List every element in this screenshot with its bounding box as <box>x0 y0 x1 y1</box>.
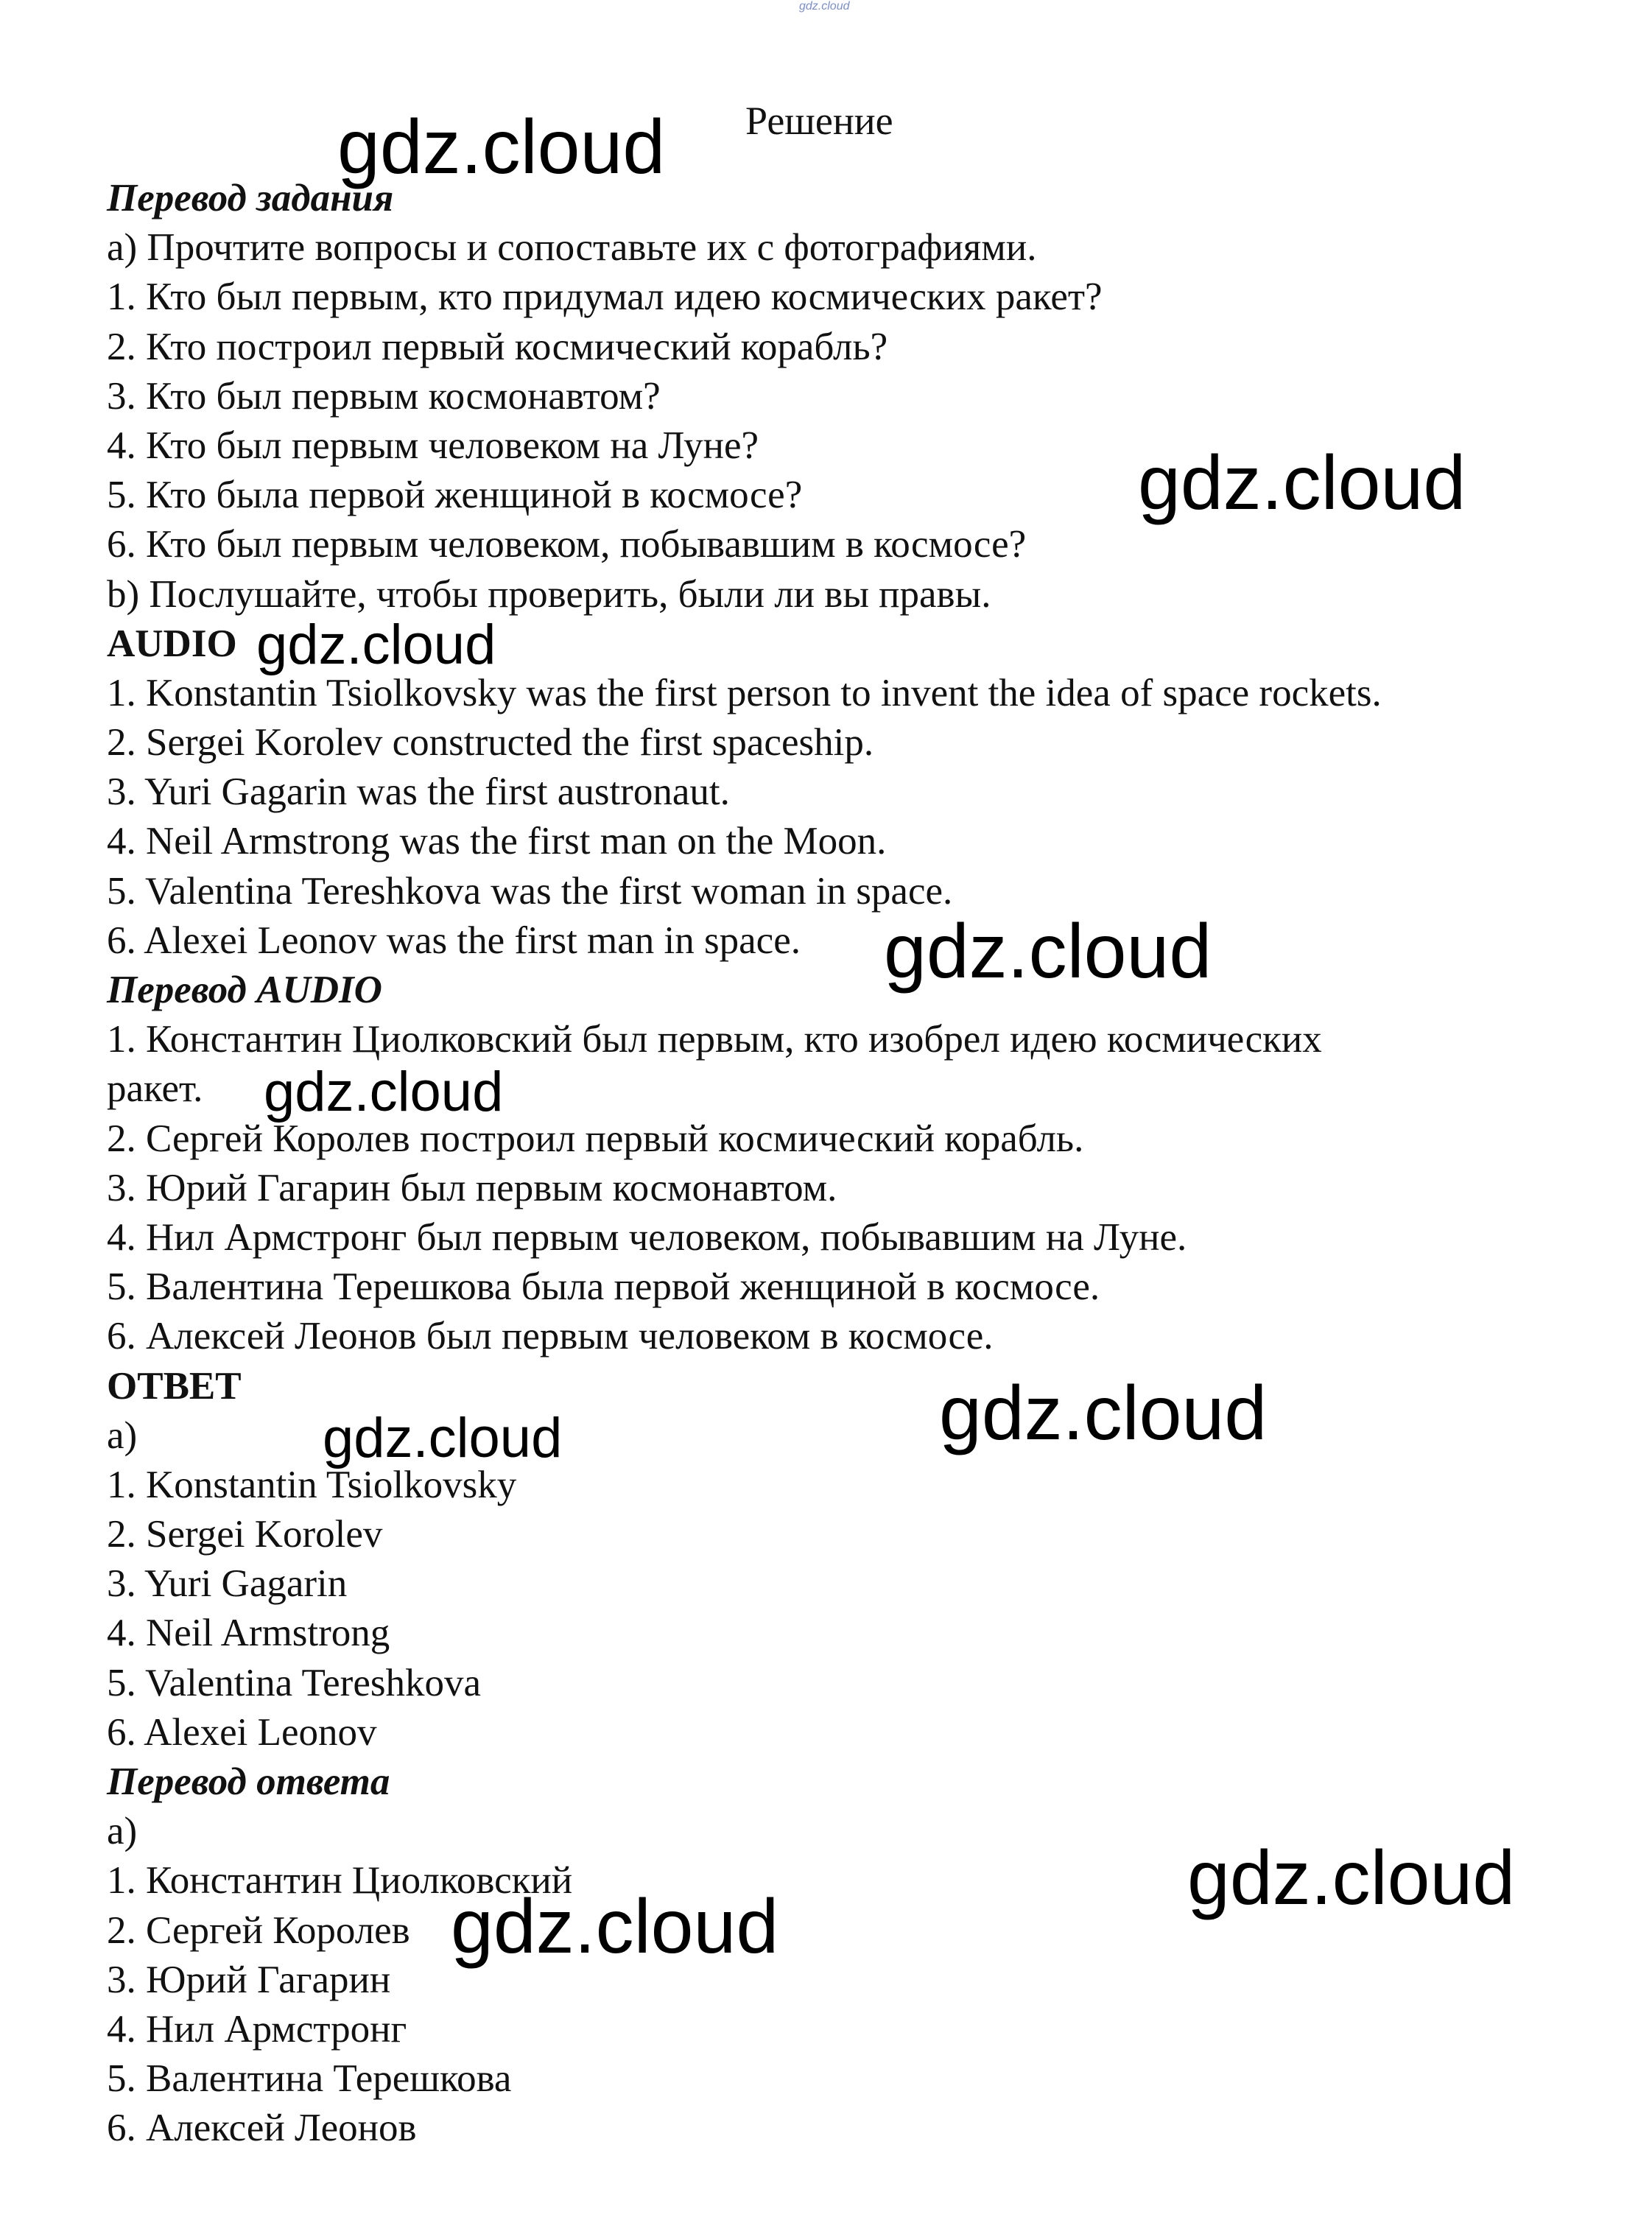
text-line: ракет. <box>107 1067 203 1111</box>
text-line: b) Послушайте, чтобы проверить, были ли вы правы. <box>107 572 991 616</box>
text-line: 6. Alexei Leonov <box>107 1710 377 1754</box>
watermark: gdz.cloud <box>256 614 496 676</box>
text-line: 3. Yuri Gagarin was the first austronaut. <box>107 770 730 814</box>
text-line: 6. Алексей Леонов был первым человеком в космосе. <box>107 1315 994 1358</box>
text-line: 2. Кто построил первый космический корабль? <box>107 325 888 368</box>
text-line: 6. Alexei Leonov was the first man in space. <box>107 918 801 962</box>
watermark: gdz.cloud <box>884 909 1212 994</box>
text-line: а) <box>107 1810 138 1853</box>
text-line: 3. Yuri Gagarin <box>107 1562 348 1606</box>
watermark: gdz.cloud <box>451 1884 779 1970</box>
text-line: 1. Konstantin Tsiolkovsky was the first person to invent the idea of space rockets. <box>107 671 1382 714</box>
text-line: 1. Кто был первым, кто придумал идею космических ракет? <box>107 275 1103 319</box>
text-line: 5. Кто была первой женщиной в космосе? <box>107 474 803 517</box>
text-line: 4. Neil Armstrong was the first man on the Moon. <box>107 820 887 863</box>
text-line: 1. Konstantin Tsiolkovsky <box>107 1463 517 1506</box>
text-line: 2. Сергей Королев <box>107 1908 410 1952</box>
watermark: gdz.cloud <box>939 1371 1268 1456</box>
text-line: 3. Юрий Гагарин <box>107 1958 391 2001</box>
watermark: gdz.cloud <box>264 1061 504 1123</box>
section-heading-task-translation: Перевод задания <box>107 177 394 219</box>
text-line: 5. Valentina Tereshkova <box>107 1661 482 1704</box>
text-line: 5. Valentina Tereshkova was the first woman in space. <box>107 869 953 913</box>
text-line: 4. Кто был первым человеком на Луне? <box>107 424 759 467</box>
watermark: gdz.cloud <box>323 1407 563 1469</box>
text-line: 4. Нил Армстронг был первым человеком, побывавшим на Луне. <box>107 1215 1187 1259</box>
text-line: 6. Кто был первым человеком, побывавшим в космосе? <box>107 523 1027 566</box>
section-heading-audio: AUDIO <box>107 622 237 665</box>
text-line: 4. Neil Armstrong <box>107 1612 390 1655</box>
text-line: 2. Сергей Королев построил первый космический корабль. <box>107 1117 1084 1160</box>
text-line: 2. Sergei Korolev <box>107 1513 383 1556</box>
section-heading-answer: ОТВЕТ <box>107 1364 242 1408</box>
top-watermark: gdz.cloud <box>799 0 850 13</box>
section-heading-answer-translation: Перевод ответа <box>107 1760 390 1803</box>
text-line: 1. Константин Циолковский <box>107 1859 573 1903</box>
text-line: 6. Алексей Леонов <box>107 2107 417 2150</box>
text-line: 5. Валентина Терешкова была первой женщиной в космосе. <box>107 1265 1100 1309</box>
watermark: gdz.cloud <box>1187 1836 1516 1921</box>
text-line: 4. Нил Армстронг <box>107 2007 407 2051</box>
text-line: 1. Константин Циолковский был первым, кто изобрел идею космических <box>107 1018 1322 1061</box>
text-line: а) Прочтите вопросы и сопоставьте их с фотографиями. <box>107 226 1037 270</box>
watermark: gdz.cloud <box>1138 440 1466 526</box>
text-line: 3. Юрий Гагарин был первым космонавтом. <box>107 1166 837 1209</box>
watermark: gdz.cloud <box>337 105 666 190</box>
text-line: 2. Sergei Korolev constructed the first spaceship. <box>107 721 874 765</box>
text-line: a) <box>107 1413 138 1457</box>
section-heading-audio-translation: Перевод AUDIO <box>107 969 382 1011</box>
page-heading: Решение <box>745 99 893 143</box>
text-line: 3. Кто был первым космонавтом? <box>107 374 661 418</box>
text-line: 5. Валентина Терешкова <box>107 2057 512 2101</box>
